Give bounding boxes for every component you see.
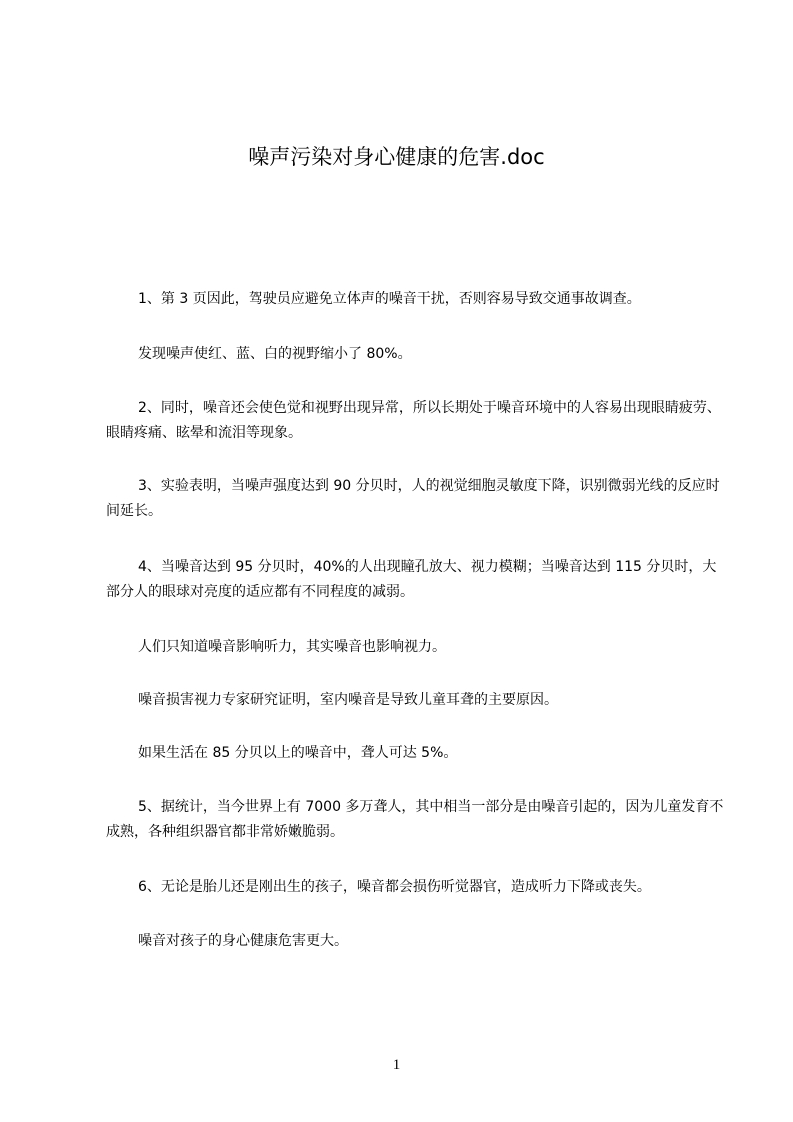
paragraph-5: 4、当噪音达到 95 分贝时，40%的人出现瞳孔放大、视力模糊；当噪音达到 115 分贝时，大部分人的眼球对亮度的适应都有不同程度的减弱。 bbox=[106, 559, 717, 600]
paragraph-1: 1、第 3 页因此，驾驶员应避免立体声的噪音干扰，否则容易导致交通事故调查。 bbox=[138, 291, 641, 307]
document-title: 噪声污染对身心健康的危害.doc bbox=[248, 145, 545, 169]
paragraph-6: 人们只知道噪音影响听力，其实噪音也影响视力。 bbox=[138, 639, 446, 655]
paragraph-9: 5、据统计，当今世界上有 7000 多万聋人，其中相当一部分是由噪音引起的，因为儿童发育不成熟，各种组织器官都非常娇嫩脆弱。 bbox=[106, 799, 724, 840]
paragraph-10: 6、无论是胎儿还是刚出生的孩子，噪音都会损伤听觉器官，造成听力下降或丧失。 bbox=[138, 879, 651, 895]
paragraph-2: 发现噪声使红、蓝、白的视野缩小了 80%。 bbox=[138, 346, 412, 362]
paragraph-8: 如果生活在 85 分贝以上的噪音中，聋人可达 5%。 bbox=[138, 745, 458, 761]
paragraph-4: 3、实验表明，当噪声强度达到 90 分贝时，人的视觉细胞灵敏度下降，识别微弱光线的反应时间延长。 bbox=[106, 478, 720, 519]
page-number: 1 bbox=[392, 1057, 401, 1073]
paragraph-7: 噪音损害视力专家研究证明，室内噪音是导致儿童耳聋的主要原因。 bbox=[138, 692, 558, 708]
paragraph-11: 噪音对孩子的身心健康危害更大。 bbox=[138, 933, 348, 949]
paragraph-3: 2、同时，噪音还会使色觉和视野出现异常，所以长期处于噪音环境中的人容易出现眼睛疲劳、眼睛疼痛、眩晕和流泪等现象。 bbox=[106, 400, 721, 441]
